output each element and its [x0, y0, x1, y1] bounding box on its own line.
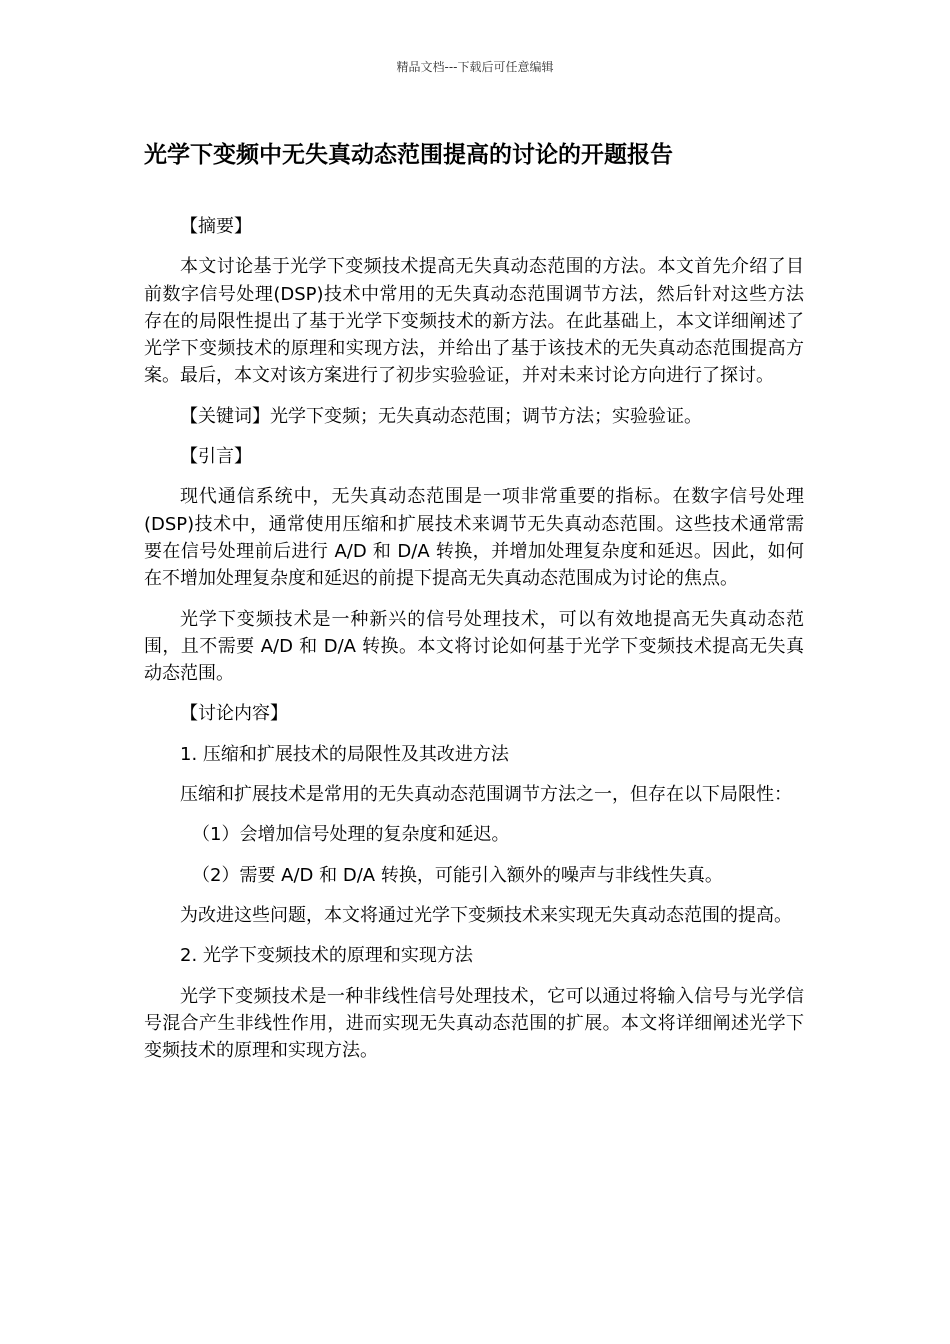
section-1-paragraph-2: 为改进这些问题，本文将通过光学下变频技术来实现无失真动态范围的提高。	[180, 904, 792, 926]
section-1-heading: 1. 压缩和扩展技术的局限性及其改进方法	[180, 743, 509, 765]
keywords-paragraph: 【关键词】光学下变频；无失真动态范围；调节方法；实验验证。	[180, 405, 702, 427]
section-1-paragraph-1: 压缩和扩展技术是常用的无失真动态范围调节方法之一，但存在以下局限性：	[180, 784, 792, 806]
abstract-heading: 【摘要】	[180, 216, 252, 237]
section-1-list-item-2: （2）需要 A/D 和 D/A 转换，可能引入额外的噪声与非线性失真。	[192, 864, 723, 886]
section-1-list-item-1: （1）会增加信号处理的复杂度和延迟。	[192, 824, 510, 846]
intro-paragraph-1: 现代通信系统中，无失真动态范围是一项非常重要的指标。在数字信号处理(DSP)技术中，通常使用压缩和扩展技术来调节无失真动态范围。这些技术通常需要在信号处理前后进行 A/D 和 D/A 转换，并增加处理复杂度和延迟。因此，如何在不增加处理复杂度和延迟的前提下提高无失真动态范围成为讨论的焦点。	[144, 486, 804, 590]
document-title: 光学下变频中无失真动态范围提高的讨论的开题报告	[144, 142, 673, 168]
section-2-paragraph-1: 光学下变频技术是一种非线性信号处理技术，它可以通过将输入信号与光学信号混合产生非线性作用，进而实现无失真动态范围的扩展。本文将详细阐述光学下变频技术的原理和实现方法。	[144, 985, 804, 1062]
document-body	[144, 213, 804, 1077]
intro-paragraph-2: 光学下变频技术是一种新兴的信号处理技术，可以有效地提高无失真动态范围，且不需要 A/D 和 D/A 转换。本文将讨论如何基于光学下变频技术提高无失真动态范围。	[144, 608, 804, 685]
abstract-paragraph: 本文讨论基于光学下变频技术提高无失真动态范围的方法。本文首先介绍了目前数字信号处理(DSP)技术中常用的无失真动态范围调节方法，然后针对这些方法存在的局限性提出了基于光学下变频技术的新方法。在此基础上，本文详细阐述了光学下变频技术的原理和实现方法，并给出了基于该技术的无失真动态范围提高方案。最后，本文对该方案进行了初步实验验证，并对未来讨论方向进行了探讨。	[144, 256, 804, 387]
discussion-heading: 【讨论内容】	[180, 703, 288, 725]
intro-heading: 【引言】	[180, 446, 252, 468]
page-header-note: 精品文档---下载后可任意编辑	[396, 60, 554, 74]
section-2-heading: 2. 光学下变频技术的原理和实现方法	[180, 945, 473, 967]
